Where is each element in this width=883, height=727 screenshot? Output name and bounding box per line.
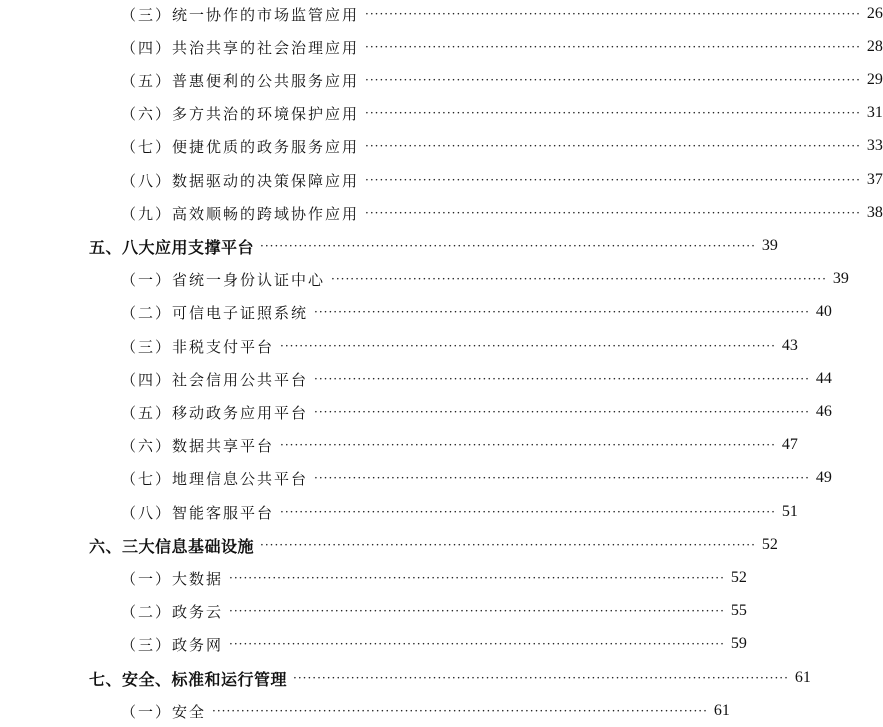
toc-leader-dots: ·······································································································: [365, 106, 861, 120]
toc-page-number: 40: [815, 303, 832, 320]
toc-leader-dots: ·······································································································: [212, 704, 708, 718]
toc-entry[interactable]: [121, 464, 832, 492]
toc-entry-label: （四）社会信用公共平台: [121, 370, 309, 389]
toc-leader-dots: ·······································································································: [260, 239, 756, 253]
toc-leader-dots: ·······································································································: [229, 604, 725, 618]
toc-leader-dots: ·······································································································: [260, 538, 756, 552]
toc-entry-label: （六）数据共享平台: [121, 436, 275, 455]
toc-leader-dots: ·······································································································: [314, 471, 810, 485]
toc-entry-label: （八）智能客服平台: [121, 503, 275, 522]
toc-entry-label: （五）移动政务应用平台: [121, 403, 309, 422]
toc-entry-label: （五）普惠便利的公共服务应用: [121, 71, 360, 90]
toc-page-number: 39: [832, 270, 849, 287]
toc-entry-label: （一）大数据: [121, 569, 224, 588]
toc-leader-dots: ·······································································································: [229, 637, 725, 651]
toc-leader-dots: ·······································································································: [314, 305, 810, 319]
toc-entry-label: （一）省统一身份认证中心: [121, 270, 326, 289]
toc-entry[interactable]: [121, 166, 883, 194]
toc-entry-label: （九）高效顺畅的跨域协作应用: [121, 204, 360, 223]
toc-entry[interactable]: [121, 199, 883, 227]
toc-entry[interactable]: [121, 99, 883, 127]
toc-entry-label: （七）地理信息公共平台: [121, 469, 309, 488]
toc-page-number: 33: [866, 137, 883, 154]
toc-page-number: 37: [866, 171, 883, 188]
toc-entry[interactable]: [121, 365, 832, 393]
toc-page-number: 39: [761, 237, 778, 254]
toc-page-number: 44: [815, 370, 832, 387]
toc-entry[interactable]: [121, 332, 798, 360]
toc-entry-label: （三）政务网: [121, 635, 224, 654]
toc-leader-dots: ·······································································································: [365, 139, 861, 153]
toc-section-label: 六、三大信息基础设施: [89, 536, 255, 556]
toc-entry[interactable]: [121, 398, 832, 426]
toc-leader-dots: ·······································································································: [365, 206, 861, 220]
toc-page-number: 31: [866, 104, 883, 121]
toc-section-entry[interactable]: [89, 531, 778, 559]
toc-entry-label: （二）可信电子证照系统: [121, 303, 309, 322]
toc-leader-dots: ·······································································································: [365, 173, 861, 187]
toc-entry[interactable]: [121, 431, 798, 459]
toc-leader-dots: ·······································································································: [280, 339, 776, 353]
toc-leader-dots: ·······································································································: [365, 7, 861, 21]
toc-entry[interactable]: [121, 66, 883, 94]
toc-entry-label: （七）便捷优质的政务服务应用: [121, 137, 360, 156]
toc-entry[interactable]: [121, 132, 883, 160]
toc-page-number: 52: [761, 536, 778, 553]
toc-entry-label: （三）非税支付平台: [121, 337, 275, 356]
toc-leader-dots: ·······································································································: [365, 40, 861, 54]
toc-entry[interactable]: [121, 498, 798, 526]
toc-entry[interactable]: [121, 298, 832, 326]
toc-section-entry[interactable]: [89, 664, 811, 692]
toc-page-number: 59: [730, 635, 747, 652]
toc-page-number: 28: [866, 38, 883, 55]
toc-page-number: 26: [866, 5, 883, 22]
toc-page-number: 43: [781, 337, 798, 354]
toc-entry[interactable]: [121, 265, 849, 293]
toc-entry[interactable]: [121, 0, 883, 28]
toc-entry[interactable]: [121, 630, 747, 658]
toc-entry-label: （八）数据驱动的决策保障应用: [121, 171, 360, 190]
toc-page-number: 52: [730, 569, 747, 586]
toc-page-number: 55: [730, 602, 747, 619]
toc-leader-dots: ·······································································································: [280, 438, 776, 452]
toc-leader-dots: ·······································································································: [314, 405, 810, 419]
toc-page-number: 38: [866, 204, 883, 221]
toc-page-number: 61: [794, 669, 811, 686]
toc-leader-dots: ·······································································································: [229, 571, 725, 585]
toc-leader-dots: ·······································································································: [280, 505, 776, 519]
toc-entry[interactable]: [121, 597, 747, 625]
toc-leader-dots: ·······································································································: [331, 272, 827, 286]
toc-entry[interactable]: [121, 33, 883, 61]
toc-entry-label: （一）安全: [121, 702, 207, 721]
toc-page-number: 29: [866, 71, 883, 88]
toc-page-number: 61: [713, 702, 730, 719]
toc-entry-label: （四）共治共享的社会治理应用: [121, 38, 360, 57]
toc-page-number: 49: [815, 469, 832, 486]
toc-entry[interactable]: [121, 697, 730, 725]
toc-entry[interactable]: [121, 564, 747, 592]
toc-entry-label: （二）政务云: [121, 602, 224, 621]
toc-entry-label: （六）多方共治的环境保护应用: [121, 104, 360, 123]
toc-leader-dots: ·······································································································: [365, 73, 861, 87]
toc-leader-dots: ·······································································································: [293, 671, 789, 685]
toc-entry-label: （三）统一协作的市场监管应用: [121, 5, 360, 24]
toc-section-label: 五、八大应用支撑平台: [89, 237, 255, 257]
toc-section-entry[interactable]: [89, 232, 778, 260]
toc-page-number: 51: [781, 503, 798, 520]
toc-section-label: 七、安全、标准和运行管理: [89, 669, 288, 689]
toc-leader-dots: ·······································································································: [314, 372, 810, 386]
toc-page-number: 47: [781, 436, 798, 453]
toc-page-number: 46: [815, 403, 832, 420]
